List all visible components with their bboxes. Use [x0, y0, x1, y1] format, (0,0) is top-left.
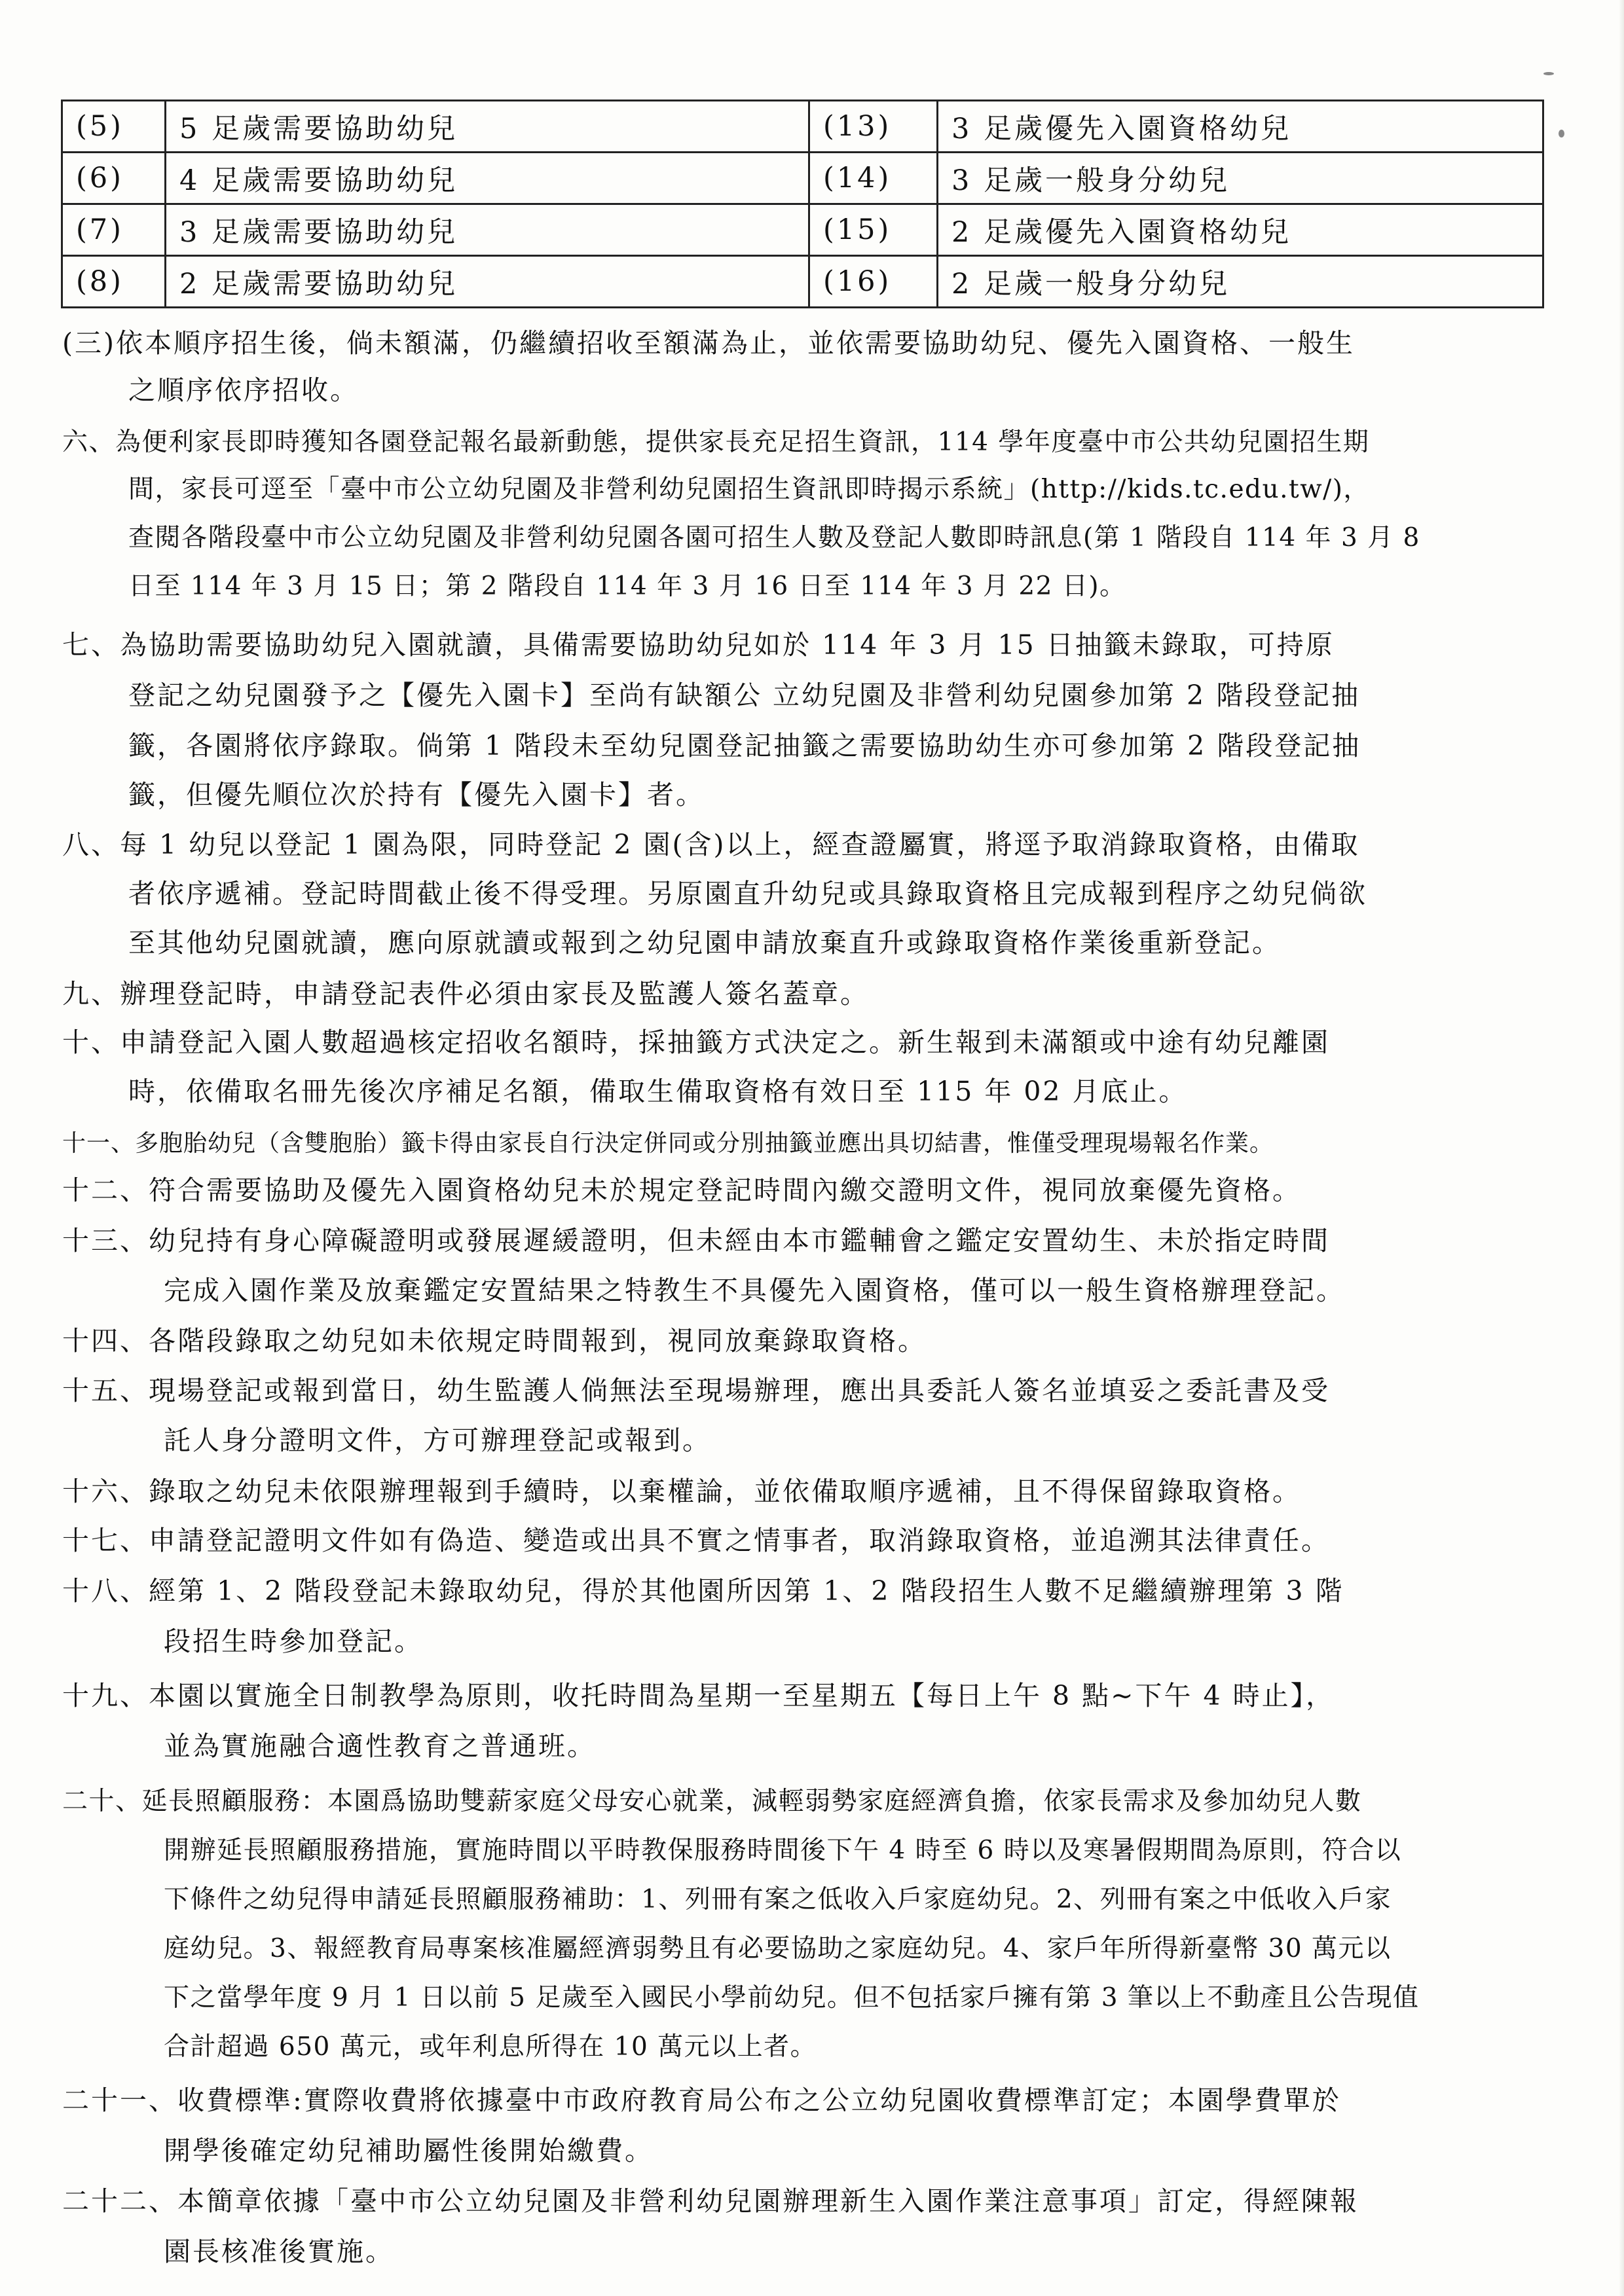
item-20-line-3: 下條件之幼兒得申請延長照顧服務補助：1、列冊有案之低收入戶家庭幼兒。2、列冊有案之中低收入戶家: [164, 1885, 1392, 1914]
category-label: 2 足歲需要協助幼兒: [166, 256, 809, 308]
item-20-line-2: 開辦延長照顧服務措施，實施時間以平時教保服務時間後下午 4 時至 6 時以及寒暑假期間為原則，符合以: [164, 1836, 1402, 1865]
item-22-line-1: 二十二、本簡章依據「臺中市公立幼兒園及非營利幼兒園辦理新生入園作業注意事項」訂定，得經陳報: [62, 2185, 1359, 2217]
item-12-line-1: 十二、符合需要協助及優先入園資格幼兒未於規定登記時間內繳交證明文件，視同放棄優先資格。: [62, 1175, 1301, 1206]
item-7-line-3: 籤，各園將依序錄取。倘第 1 階段未至幼兒園登記抽籤之需要協助幼生亦可參加第 2 階段登記抽: [128, 730, 1361, 761]
item-21-line-2: 開學後確定幼兒補助屬性後開始繳費。: [164, 2135, 654, 2166]
item-6-line-1: 六、為便利家長即時獲知各園登記報名最新動態，提供家長充足招生資訊，114 學年度臺中市公共幼兒園招生期: [62, 428, 1370, 457]
order-number: (8): [62, 256, 166, 308]
category-label: 5 足歲需要協助幼兒: [166, 101, 809, 153]
item-7-line-4: 籤，但優先順位次於持有【優先入園卡】者。: [128, 779, 705, 811]
item-20-line-6: 合計超過 650 萬元，或年利息所得在 10 萬元以上者。: [164, 2032, 817, 2062]
order-number: (7): [62, 204, 166, 256]
category-label: 4 足歲需要協助幼兒: [166, 153, 809, 204]
item-3-line-2: 之順序依序招收。: [128, 374, 359, 406]
page-edge-shadow: [1619, 0, 1624, 2296]
table-row: [62, 153, 1543, 204]
order-number: (15): [809, 204, 938, 256]
item-11-line-1: 十一、多胞胎幼兒（含雙胞胎）籤卡得由家長自行決定併同或分別抽籤並應出具切結書，惟僅受理現場報名作業。: [62, 1130, 1274, 1157]
item-20-line-5: 下之當學年度 9 月 1 日以前 5 足歲至入國民小學前幼兒。但不包括家戶擁有第 3 筆以上不動產且公告現值: [164, 1983, 1420, 2013]
item-18-line-1: 十八、經第 1、2 階段登記未錄取幼兒，得於其他園所因第 1、2 階段招生人數不足繼續辦理第 3 階: [62, 1575, 1344, 1607]
priority-order-table: [61, 100, 1544, 308]
order-number: (13): [809, 101, 938, 153]
item-18-line-2: 段招生時參加登記。: [164, 1626, 423, 1657]
order-number: (16): [809, 256, 938, 308]
item-19-line-2: 並為實施融合適性教育之普通班。: [164, 1730, 596, 1762]
order-number: (5): [62, 101, 166, 153]
table-row: [62, 256, 1543, 308]
item-15-line-1: 十五、現場登記或報到當日，幼生監護人倘無法至現場辦理，應出具委託人簽名並填妥之委託書及受: [62, 1375, 1330, 1406]
category-label: 3 足歲優先入園資格幼兒: [938, 101, 1543, 153]
item-13-line-2: 完成入園作業及放棄鑑定安置結果之特教生不具優先入園資格，僅可以一般生資格辦理登記。: [164, 1275, 1345, 1306]
item-17-line-1: 十七、申請登記證明文件如有偽造、變造或出具不實之情事者，取消錄取資格，並追溯其法律責任。: [62, 1525, 1330, 1556]
item-7-line-1: 七、為協助需要協助幼兒入園就讀，具備需要協助幼兒如於 114 年 3 月 15 日抽籤未錄取，可持原: [62, 629, 1335, 661]
item-21-line-1: 二十一、收費標準:實際收費將依據臺中市政府教育局公布之公立幼兒園收費標準訂定；本園學費單於: [62, 2085, 1341, 2116]
scan-speck: [1543, 72, 1554, 75]
item-9-line-1: 九、辦理登記時，申請登記表件必須由家長及監護人簽名蓋章。: [62, 978, 869, 1010]
scan-speck: [1559, 130, 1564, 137]
category-label: 2 足歲優先入園資格幼兒: [938, 204, 1543, 256]
item-22-line-2: 園長核准後實施。: [164, 2236, 394, 2267]
item-20-line-4: 庭幼兒。3、報經教育局專案核准屬經濟弱勢且有必要協助之家庭幼兒。4、家戶年所得新臺幣 30 萬元以: [164, 1934, 1392, 1963]
item-20-line-1: 二十、延長照顧服務：本園爲協助雙薪家庭父母安心就業，減輕弱勢家庭經濟負擔，依家長需求及參加幼兒人數: [62, 1787, 1362, 1816]
item-14-line-1: 十四、各階段錄取之幼兒如未依規定時間報到，視同放棄錄取資格。: [62, 1325, 927, 1357]
item-8-line-3: 至其他幼兒園就讀，應向原就讀或報到之幼兒園申請放棄直升或錄取資格作業後重新登記。: [128, 927, 1281, 958]
category-label: 3 足歲需要協助幼兒: [166, 204, 809, 256]
item-10-line-2: 時，依備取名冊先後次序補足名額，備取生備取資格有效日至 115 年 02 月底止。: [128, 1076, 1188, 1107]
item-15-line-2: 託人身分證明文件，方可辦理登記或報到。: [164, 1425, 711, 1456]
order-number: (6): [62, 153, 166, 204]
item-8-line-2: 者依序遞補。登記時間截止後不得受理。另原園直升幼兒或具錄取資格且完成報到程序之幼兒倘欲: [128, 878, 1367, 909]
table-row: [62, 101, 1543, 153]
item-8-line-1: 八、每 1 幼兒以登記 1 園為限，同時登記 2 園(含)以上，經查證屬實，將逕予取消錄取資格，由備取: [62, 829, 1360, 860]
order-number: (14): [809, 153, 938, 204]
item-6-line-3: 查閱各階段臺中市公立幼兒園及非營利幼兒園各園可招生人數及登記人數即時訊息(第 1 階段自 114 年 3 月 8: [128, 523, 1420, 553]
item-19-line-1: 十九、本園以實施全日制教學為原則，收托時間為星期一至星期五【每日上午 8 點~下午 4 時止】，: [62, 1680, 1335, 1711]
item-7-line-2: 登記之幼兒園發予之【優先入園卡】至尚有缺額公 立幼兒園及非營利幼兒園參加第 2 階段登記抽: [128, 680, 1361, 711]
item-6-line-2: 間，家長可逕至「臺中市公立幼兒園及非營利幼兒園招生資訊即時揭示系統」(http://kids.tc.edu.tw/)，: [128, 475, 1370, 504]
item-3-line-1: (三)依本順序招生後，倘未額滿，仍繼續招收至額滿為止，並依需要協助幼兒、優先入園資格、一般生: [62, 327, 1355, 359]
category-label: 3 足歲一般身分幼兒: [938, 153, 1543, 204]
item-6-line-4: 日至 114 年 3 月 15 日；第 2 階段自 114 年 3 月 16 日至 114 年 3 月 22 日)。: [128, 572, 1126, 601]
table-row: [62, 204, 1543, 256]
item-13-line-1: 十三、幼兒持有身心障礙證明或發展遲緩證明，但未經由本市鑑輔會之鑑定安置幼生、未於指定時間: [62, 1225, 1330, 1256]
item-10-line-1: 十、申請登記入園人數超過核定招收名額時，採抽籤方式決定之。新生報到未滿額或中途有幼兒離園: [62, 1027, 1330, 1058]
item-16-line-1: 十六、錄取之幼兒未依限辦理報到手續時，以棄權論，並依備取順序遞補，且不得保留錄取資格。: [62, 1476, 1301, 1507]
category-label: 2 足歲一般身分幼兒: [938, 256, 1543, 308]
